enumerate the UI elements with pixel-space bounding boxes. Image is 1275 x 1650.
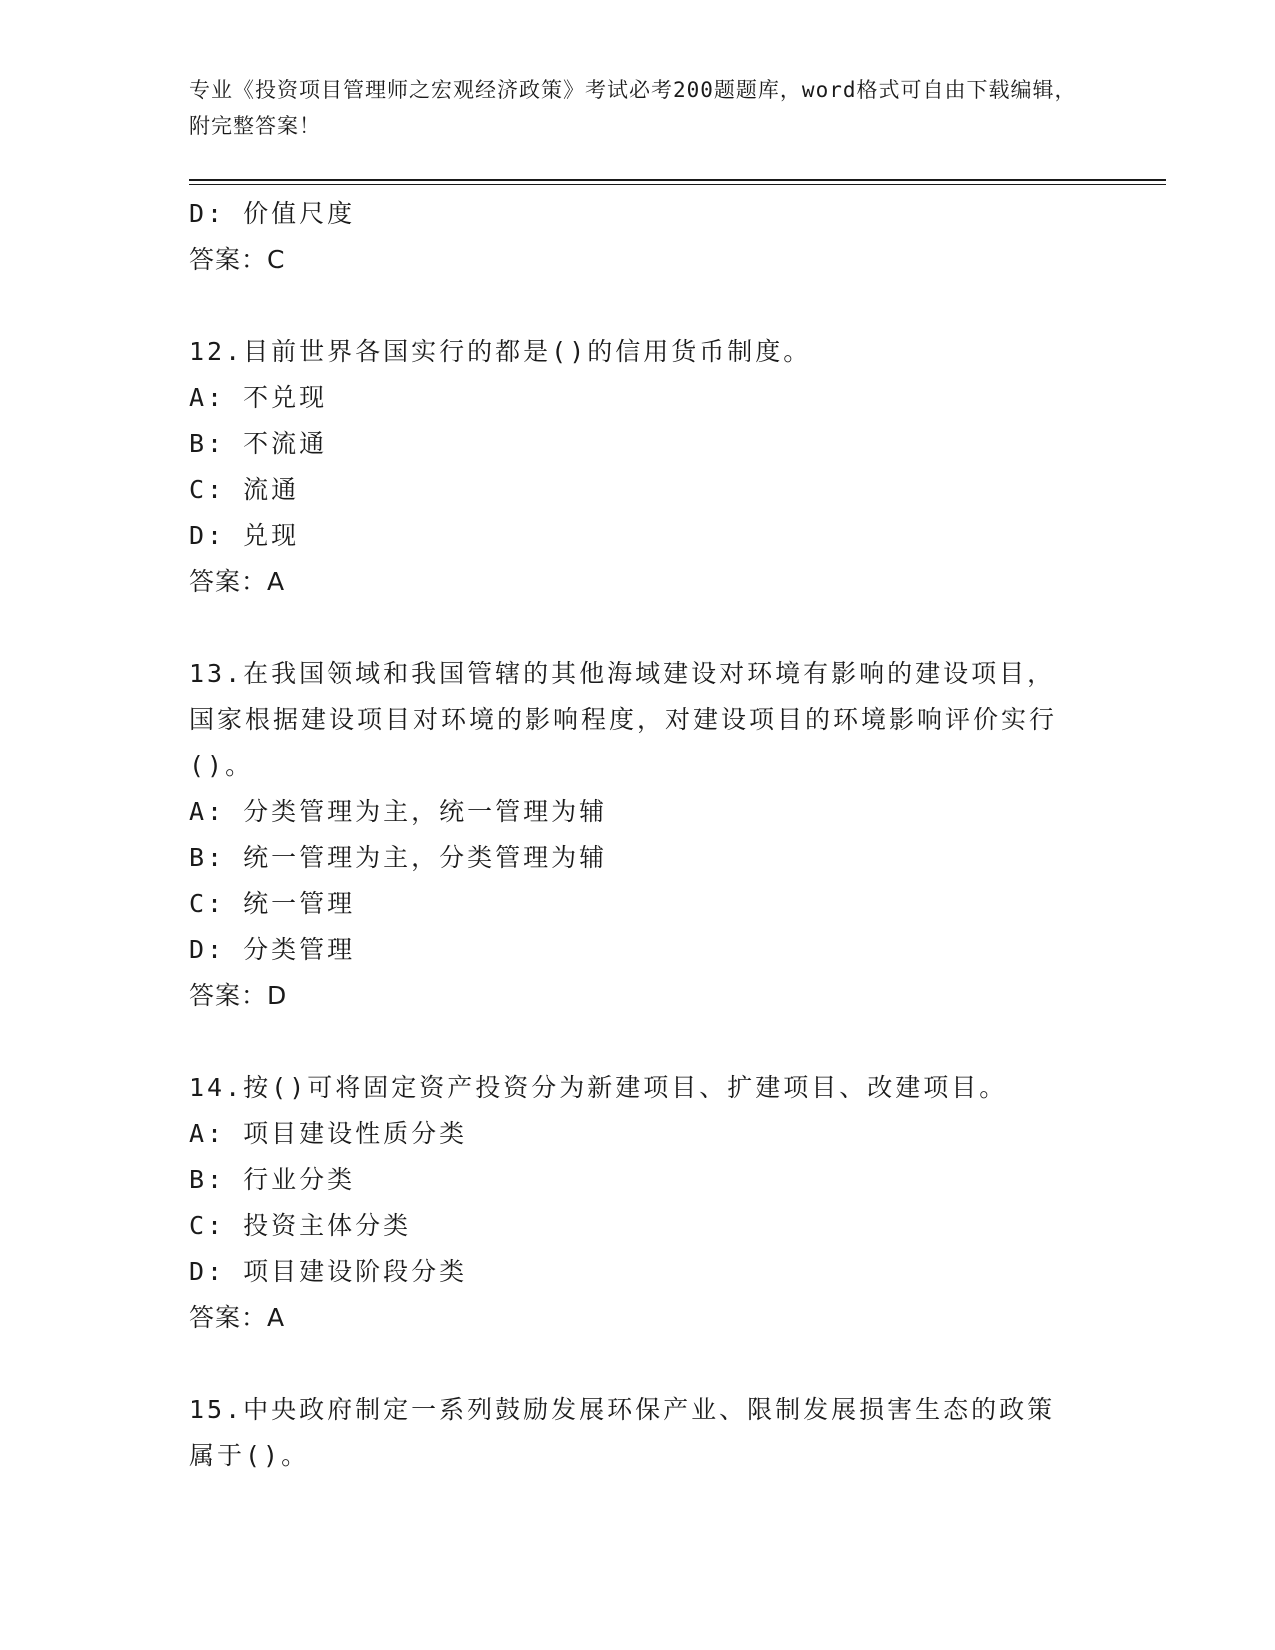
option-c: C: 流通 — [189, 475, 300, 504]
option-c: C: 投资主体分类 — [189, 1211, 412, 1240]
option-c: C: 统一管理 — [189, 889, 356, 918]
answer-line: 答案：D — [189, 981, 288, 1010]
option-b: B: 统一管理为主，分类管理为辅 — [189, 843, 608, 872]
spacer — [189, 1019, 1089, 1065]
option-d: D: 兑现 — [189, 521, 300, 550]
header-divider-thin — [189, 184, 1166, 185]
option-b: B: 不流通 — [189, 429, 328, 458]
option-a: A: 不兑现 — [189, 383, 328, 412]
option-d: D: 分类管理 — [189, 935, 356, 964]
header-divider — [189, 179, 1166, 181]
spacer — [189, 1341, 1089, 1387]
question-14 — [189, 1065, 1089, 1341]
option-a: A: 分类管理为主，统一管理为辅 — [189, 797, 608, 826]
question-list — [189, 191, 1089, 1479]
question-12 — [189, 329, 1089, 605]
answer-line: 答案：A — [189, 1303, 286, 1332]
option-d: D: 价值尺度 — [189, 199, 356, 228]
spacer — [189, 605, 1089, 651]
question-text: 15.中央政府制定一系列鼓励发展环保产业、限制发展损害生态的政策属于()。 — [189, 1395, 1056, 1470]
answer-line: 答案：A — [189, 567, 286, 596]
answer-line: 答案：C — [189, 245, 286, 274]
option-a: A: 项目建设性质分类 — [189, 1119, 468, 1148]
document-header: 专业《投资项目管理师之宏观经济政策》考试必考200题题库，word格式可自由下载编辑，附完整答案！ — [189, 78, 1077, 138]
question-15 — [189, 1387, 1089, 1479]
question-text: 12.目前世界各国实行的都是()的信用货币制度。 — [189, 337, 812, 366]
question-text: 14.按()可将固定资产投资分为新建项目、扩建项目、改建项目。 — [189, 1073, 1008, 1102]
option-d: D: 项目建设阶段分类 — [189, 1257, 468, 1286]
spacer — [189, 283, 1089, 329]
option-b: B: 行业分类 — [189, 1165, 356, 1194]
question-text: 13.在我国领域和我国管辖的其他海域建设对环境有影响的建设项目，国家根据建设项目对环境的影响程度，对建设项目的环境影响评价实行()。 — [189, 659, 1058, 780]
question-13 — [189, 651, 1089, 1019]
